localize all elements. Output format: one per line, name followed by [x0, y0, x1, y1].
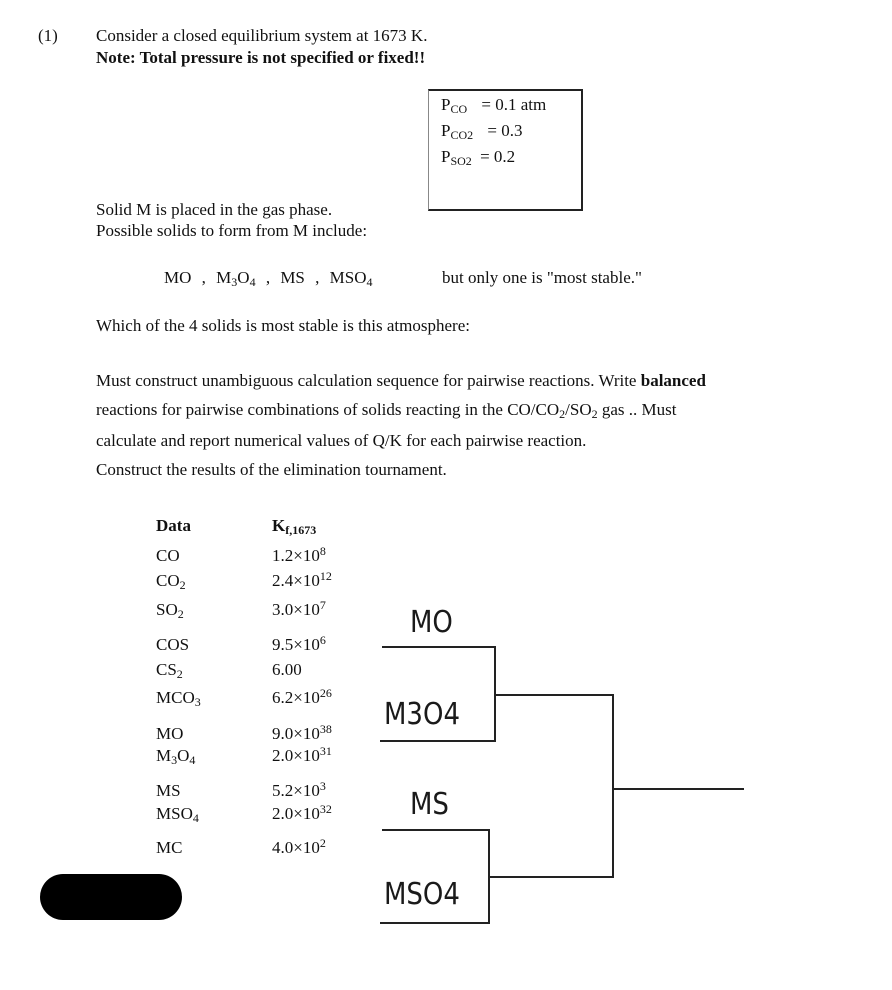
table-species: $M_3O_4$ [156, 746, 196, 767]
bracket-line-1 [382, 646, 494, 648]
solids-list: MO , $M_3O_4$ , MS , $MSO_4$ [164, 268, 373, 289]
pressure-co: $P_{CO} = 0.1$ atm [441, 95, 547, 116]
bracket-slot-4: MSO4 [384, 877, 460, 913]
bracket-winner-line [612, 788, 744, 790]
bracket-line-2 [380, 740, 494, 742]
table-k-value: $6.2\times 10^{26}$ [272, 686, 332, 707]
pressure-box [428, 89, 583, 211]
solid-line-1: Solid M is placed in the gas phase. [96, 200, 333, 219]
instruction-4: Construct the results of the elimination tournament. [96, 460, 447, 479]
table-k-value: 6.00 [272, 660, 302, 679]
table-k-value: $4.0\times 10^2$ [272, 836, 326, 857]
bracket-semi-1 [494, 694, 612, 696]
table-k-value: $9.0\times 10^{38}$ [272, 722, 332, 743]
bracket-line-4 [380, 922, 488, 924]
bracket-slot-2: M3O4 [384, 697, 460, 733]
bracket-line-3 [382, 829, 488, 831]
question: Which of the 4 solids is most stable is this atmosphere: [96, 316, 470, 335]
table-k-value: $2.0\times 10^{32}$ [272, 802, 332, 823]
solid-line-2: Possible solids to form from M include: [96, 221, 368, 240]
table-k-value: $5.2\times 10^3$ [272, 779, 326, 800]
table-k-value: $2.0\times 10^{31}$ [272, 744, 332, 765]
instruction-3: calculate and report numerical values of Q/K for each pairwise reaction. [96, 431, 587, 450]
table-k-value: $9.5\times 10^6$ [272, 633, 326, 654]
only-one-note: but only one is "most stable." [442, 268, 642, 287]
table-species: CO [156, 546, 180, 565]
table-header-data: Data [156, 516, 191, 535]
pressure-co2: $P_{CO2} = 0.3$ [441, 121, 523, 142]
table-species: $CS_2$ [156, 660, 183, 681]
table-species: $MCO_3$ [156, 688, 201, 709]
problem-number: (1) [38, 26, 58, 45]
bracket-slot-1: MO [410, 605, 453, 641]
bracket-join-final [612, 694, 614, 878]
table-species: $SO_2$ [156, 600, 184, 621]
bracket-semi-2 [488, 876, 612, 878]
table-k-value: $3.0\times 10^7$ [272, 598, 326, 619]
intro-line: Consider a closed equilibrium system at 1673 K. [96, 26, 428, 45]
table-k-value: $1.2\times 10^8$ [272, 544, 326, 565]
note-line: Note: Total pressure is not specified or fixed!! [96, 48, 426, 67]
table-k-value: $2.4\times 10^{12}$ [272, 569, 332, 590]
table-species: MO [156, 724, 184, 743]
table-species: $MSO_4$ [156, 804, 199, 825]
bracket-slot-3: MS [410, 787, 449, 823]
table-species: $CO_2$ [156, 571, 186, 592]
table-species: MS [156, 781, 181, 800]
pressure-so2: $P_{SO2} = 0.2$ [441, 147, 516, 168]
instruction-1: Must construct unambiguous calculation sequence for pairwise reactions. Write balanced [96, 371, 706, 390]
table-header-k: $K_{f,1673}$ [272, 516, 317, 537]
table-species: MC [156, 838, 183, 857]
instruction-2: reactions for pairwise combinations of solids reacting in the $CO/CO_2/SO_2$ gas .. Must [96, 400, 677, 421]
table-species: COS [156, 635, 190, 654]
redaction-mark [40, 874, 182, 920]
